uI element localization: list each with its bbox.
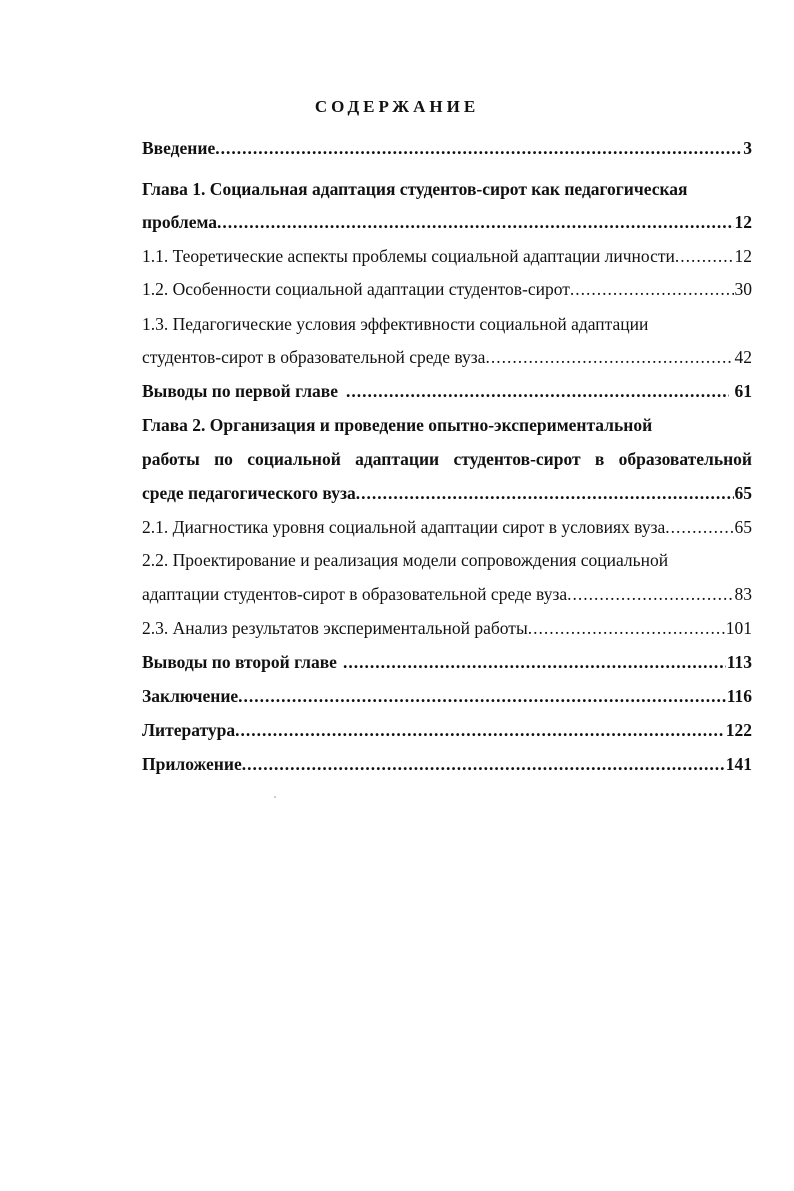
toc-section-2-2-line-1: 2.2. Проектирование и реализация модели сопровождения социальной: [142, 550, 669, 570]
toc-page-number: 116: [726, 686, 752, 706]
toc-section-2-1: [142, 515, 752, 539]
toc-page-number: 83: [734, 584, 752, 604]
toc-section-2-3: [142, 616, 752, 640]
toc-dot-leader: [343, 650, 726, 674]
toc-dot-leader: [665, 515, 733, 539]
toc-chapter-2-heading-line-1: Глава 2. Организация и проведение опытно-экспериментальной: [142, 415, 653, 435]
toc-dot-leader: [242, 752, 725, 776]
toc-page-number: 12: [734, 246, 752, 266]
toc-conclusions-chapter-1: [142, 379, 752, 403]
toc-dot-leader: [567, 582, 733, 606]
toc-page-number: 141: [725, 754, 752, 774]
toc-chapter-2-heading-line-3: [142, 481, 752, 505]
toc-entry-title: 2.3. Анализ результатов экспериментальной работы: [142, 618, 528, 638]
toc-dot-leader: [346, 379, 729, 403]
toc-page-number: 65: [734, 517, 752, 537]
toc-section-1-1: [142, 244, 752, 268]
toc-dot-leader: [217, 210, 733, 234]
toc-dot-leader: [675, 244, 734, 268]
toc-page-number: 122: [725, 720, 752, 740]
toc-entry-title: студентов-сирот в образовательной среде вуза: [142, 347, 486, 367]
toc-entry-title: 1.2. Особенности социальной адаптации студентов-сирот: [142, 279, 570, 299]
toc-entry-title: адаптации студентов-сирот в образовательной среде вуза: [142, 584, 568, 604]
scan-speck: [274, 796, 276, 798]
toc-dot-leader: [235, 718, 725, 742]
toc-page-number: 113: [726, 652, 752, 672]
toc-chapter-2-heading-line-2: работы по социальной адаптации студентов-сирот в образовательной: [142, 449, 752, 469]
toc-entry-title: среде педагогического вуза: [142, 483, 356, 503]
toc-entry-title: проблема: [142, 212, 218, 232]
toc-entry-title: Выводы по первой главе: [142, 381, 338, 401]
page-title: СОДЕРЖАНИЕ: [314, 97, 480, 116]
toc-entry-title: Заключение: [142, 686, 239, 706]
toc-entry-appendix: [142, 752, 752, 776]
toc-page-number: 12: [734, 212, 752, 232]
toc-entry-title: Литература: [142, 720, 236, 740]
toc-dot-leader: [356, 481, 734, 505]
toc-dot-leader: [570, 277, 734, 301]
toc-dot-leader: [215, 136, 742, 160]
toc-page-number: 65: [734, 483, 752, 503]
toc-page-number: 42: [734, 347, 752, 367]
toc-chapter-1-heading-line-1: Глава 1. Социальная адаптация студентов-сирот как педагогическая: [142, 179, 688, 199]
toc-section-1-3-line-2: [142, 345, 752, 369]
toc-entry-references: [142, 718, 752, 742]
toc-chapter-1-heading-line-2: [142, 210, 752, 234]
toc-dot-leader: [485, 345, 733, 369]
toc-section-2-2-line-2: [142, 582, 752, 606]
toc-dot-leader: [238, 684, 726, 708]
toc-page-number: 30: [734, 279, 752, 299]
toc-entry-title: 2.1. Диагностика уровня социальной адаптации сирот в условиях вуза: [142, 517, 666, 537]
toc-dot-leader: [528, 616, 725, 640]
toc-page-number: 3: [743, 138, 752, 158]
toc-entry-conclusion: [142, 684, 752, 708]
toc-entry-title: Приложение: [142, 754, 242, 774]
toc-entry-title: 1.1. Теоретические аспекты проблемы социальной адаптации личности: [142, 246, 675, 266]
toc-page-number: 101: [725, 618, 752, 638]
toc-conclusions-chapter-2: [142, 650, 752, 674]
toc-section-1-2: [142, 277, 752, 301]
toc-entry-title: Введение: [142, 138, 216, 158]
toc-page-number: 61: [734, 381, 752, 401]
toc-section-1-3-line-1: 1.3. Педагогические условия эффективности социальной адаптации: [142, 314, 649, 334]
toc-entry-title: Выводы по второй главе: [142, 652, 337, 672]
toc-entry-introduction: [142, 136, 752, 160]
